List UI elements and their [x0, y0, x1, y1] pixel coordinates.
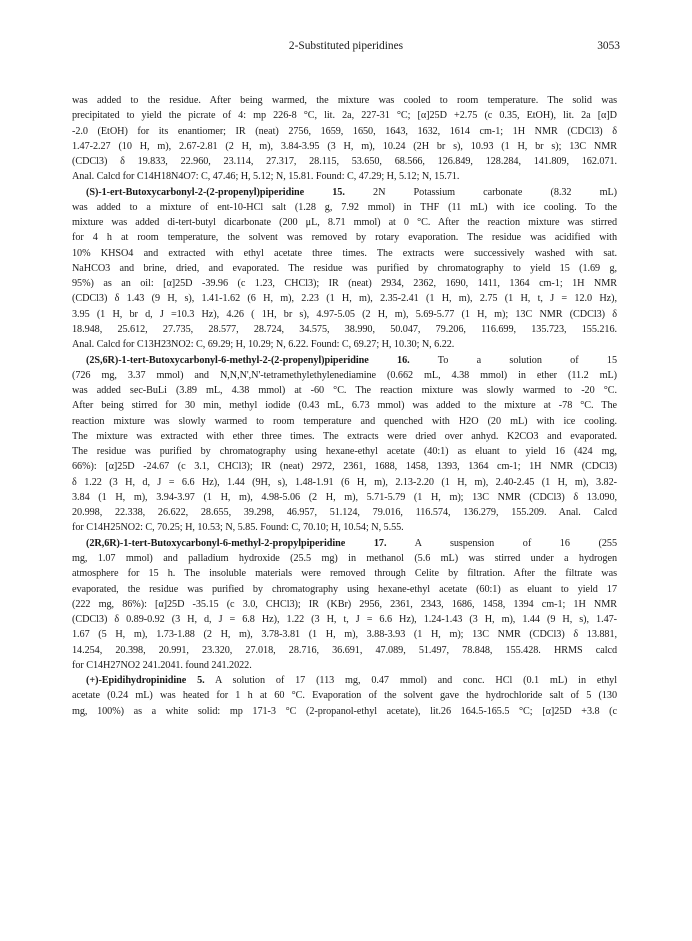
paragraph-epidihydropinidine	[72, 673, 617, 719]
text-line: for C14H25NO2: C, 70.25; H, 10.53; N, 5.85. Found: C, 70.10; H, 10.54; N, 5.55.	[72, 522, 404, 534]
compound-heading: (2S,6R)-1-tert-Butoxycarbonyl-6-methyl-2-(2-propenyl)piperidine 16.	[86, 354, 410, 366]
text-line: mg, 1.07 mmol) and palladium hydroxide (25.5 mg) in methanol (5.6 mL) was stirred under a hydrogen	[72, 552, 617, 564]
text-line: for 4 h at room temperature, the solvent was removed by rotary evaporation. The residue was acidified with	[72, 232, 617, 244]
text-line: 1.67 (5 H, m), 1.73-1.88 (2 H, m), 3.78-3.81 (1 H, m), 3.88-3.93 (1 H, m); 13C NMR (CDCl3) δ 13.881,	[72, 629, 617, 641]
text-line: 18.948, 25.612, 27.735, 28.577, 28.724, 34.575, 38.990, 50.047, 79.206, 116.699, 135.723, 155.216.	[72, 323, 617, 335]
paragraph-compound-16	[72, 353, 617, 536]
text-line: 3.95 (1 H, br d, J =10.3 Hz), 4.26 ( 1H, br s), 4.97-5.05 (2 H, m), 5.69-5.77 (1 H, m); 13C NMR (CDCl3) δ	[72, 308, 617, 320]
text-line: acetate (0.24 mL) was heated for 1 h at 60 °C. Evaporation of the solvent gave the hydrochloride salt of 5 (130	[72, 690, 617, 702]
text-run: A suspension of 16 (255	[414, 537, 617, 549]
text-line	[72, 185, 617, 200]
text-line: atmosphere for 15 h. The insoluble materials were removed through Celite by filtration. After the filtrate was	[72, 568, 617, 580]
compound-heading: (2R,6R)-1-tert-Butoxycarbonyl-6-methyl-2-propylpiperidine 17.	[86, 537, 387, 549]
paragraph-picrate	[72, 93, 617, 185]
text-line	[72, 673, 617, 688]
running-title: 2-Substituted piperidines	[288, 40, 404, 52]
text-line: was added to the residue. After being warmed, the mixture was cooled to room temperature. The solid was	[72, 95, 617, 106]
compound-heading: (S)-1-ert-Butoxycarbonyl-2-(2-propenyl)piperidine 15.	[86, 186, 345, 198]
text-line	[72, 353, 617, 368]
text-run: 2N Potassium carbonate (8.32 mL)	[373, 186, 618, 198]
text-line: mg, 100%) as a white solid: mp 171-3 °C (2-propanol-ethyl acetate), lit.26 164.5-165.5 °C; [α]25D +3.8 (c	[72, 705, 617, 717]
text-line: evaporated, the residue was purified by chromatography using hexane-ethyl acetate (60:1) as eluant to yield 17	[72, 583, 617, 595]
text-line: mixture was added di-tert-butyl dicarbonate (200 μL, 8.71 mmol) at 0 °C. After the reaction mixture was stirred	[72, 217, 617, 229]
text-line: 3.84 (1 H, m), 3.94-3.97 (1 H, m), 4.98-5.06 (2 H, m), 5.71-5.79 (1 H, m); 13C NMR (CDCl3) δ 13.090,	[72, 491, 617, 503]
text-line: Anal. Calcd for C13H23NO2: C, 69.29; H, 10.29; N, 6.22. Found: C, 69.27; H, 10.30; N, 6.22.	[72, 339, 455, 351]
text-line: 1.47-2.27 (10 H, m), 2.67-2.81 (2 H, m), 3.84-3.95 (3 H, m), 10.24 (2H br s), 10.93 (1 H, br s); 13C NMR	[72, 140, 617, 152]
text-line: for C14H27NO2 241.2041. found 241.2022.	[72, 659, 252, 671]
text-line: After being stirred for 30 min, methyl iodide (0.43 mL, 6.73 mmol) was added to the mixture at -78 °C. The	[72, 400, 617, 412]
text-line: (222 mg, 86%): [α]25D -35.15 (c 3.0, CHCl3); IR (KBr) 2956, 2361, 2343, 1686, 1458, 1394 cm-1; 1H NMR	[72, 598, 617, 610]
text-line: 14.254, 20.398, 20.991, 23.320, 27.018, 28.716, 36.691, 47.089, 51.497, 78.848, 155.428. HRMS calcd	[72, 644, 617, 656]
text-line: (CDCl3) δ 19.833, 22.960, 23.114, 27.317, 28.115, 53.650, 68.566, 126.849, 128.284, 141.809, 162.071.	[72, 156, 617, 168]
text-line: 95%) as an oil: [α]25D -39.96 (c 1.23, CHCl3); IR (neat) 2934, 2362, 1690, 1411, 1364 cm-1; 1H NMR	[72, 278, 617, 290]
compound-heading: (+)-Epidihydropinidine 5.	[86, 675, 205, 687]
text-run: To a solution of 15	[437, 354, 617, 366]
text-line: Anal. Calcd for C14H18N4O7: C, 47.46; H, 5.12; N, 15.81. Found: C, 47.29; H, 5.12; N, 15.71.	[72, 171, 460, 183]
text-line	[72, 536, 617, 551]
article-body	[72, 93, 617, 719]
text-line: NaHCO3 and brine, dried, and evaporated. The residue was purified by chromatography to yield 15 (1.69 g,	[72, 262, 617, 274]
text-line: was added to a mixture of ent-10-HCl salt (1.28 g, 7.92 mmol) in THF (11 mL) with ice cooling. To the	[72, 201, 617, 213]
text-line: The mixture was extracted with ether three times. The extracts were dried over anhyd. K2CO3 and evaporated.	[72, 430, 617, 442]
text-line: (CDCl3) δ 0.89-0.92 (3 H, d, J = 6.8 Hz), 1.22 (3 H, t, J = 6.6 Hz), 1.24-1.43 (3 H, m), 1.44 (9 H, s), 1.47-	[72, 614, 617, 626]
paragraph-compound-17	[72, 536, 617, 673]
text-line: precipitated to yield the picrate of 4: mp 226-8 °C, lit. 2a, 227-31 °C; [α]25D +2.75 (c 0.35, EtOH), lit. 2a [α]D	[72, 110, 617, 122]
text-line: (726 mg, 3.37 mmol) and N,N,N',N'-tetramethylethylenediamine (0.662 mL, 4.38 mmol) in ether (11.2 mL)	[72, 369, 617, 381]
text-line: 20.998, 22.338, 26.622, 28.655, 39.298, 46.957, 51.124, 79.016, 116.574, 136.279, 155.209. Anal. Calcd	[72, 507, 617, 519]
text-line: δ 1.22 (3 H, d, J = 6.6 Hz), 1.44 (9H, s), 1.48-1.91 (6 H, m), 2.13-2.20 (1 H, m), 2.40-2.45 (1 H, m), 3.82-	[72, 476, 617, 488]
text-line: 10% KHSO4 and extracted with ethyl acetate three times. The extracts were successively washed with sat.	[72, 247, 617, 259]
text-line: 66%): [α]25D -24.67 (c 3.1, CHCl3); IR (neat) 2972, 2361, 1688, 1458, 1393, 1364 cm-1; 1H NMR (CDCl3)	[72, 461, 617, 473]
running-header	[72, 40, 620, 56]
text-run: A solution of 17 (113 mg, 0.47 mmol) and conc. HCl (0.1 mL) in ethyl	[214, 675, 617, 687]
text-line: The residue was purified by chromatography using hexane-ethyl acetate (40:1) as eluant to yield 16 (424 mg,	[72, 446, 617, 458]
text-line: reaction mixture was slowly warmed to room temperature and quenched with H2O (20 mL) with ice cooling.	[72, 415, 617, 427]
text-line: was added sec-BuLi (3.89 mL, 4.38 mmol) at -60 °C. The reaction mixture was slowly warmed to -20 °C.	[72, 385, 617, 397]
page-number: 3053	[597, 40, 620, 52]
paragraph-compound-15	[72, 185, 617, 353]
text-line: (CDCl3) δ 1.43 (9 H, s), 1.41-1.62 (6 H, m), 2.23 (1 H, m), 2.35-2.41 (1 H, m), 2.75 (1 H, t, J = 12.0 Hz),	[72, 293, 617, 305]
text-line: -2.0 (EtOH) for its enantiomer; IR (neat) 2756, 1659, 1650, 1643, 1632, 1614 cm-1; 1H NMR (CDCl3) δ	[72, 125, 617, 137]
